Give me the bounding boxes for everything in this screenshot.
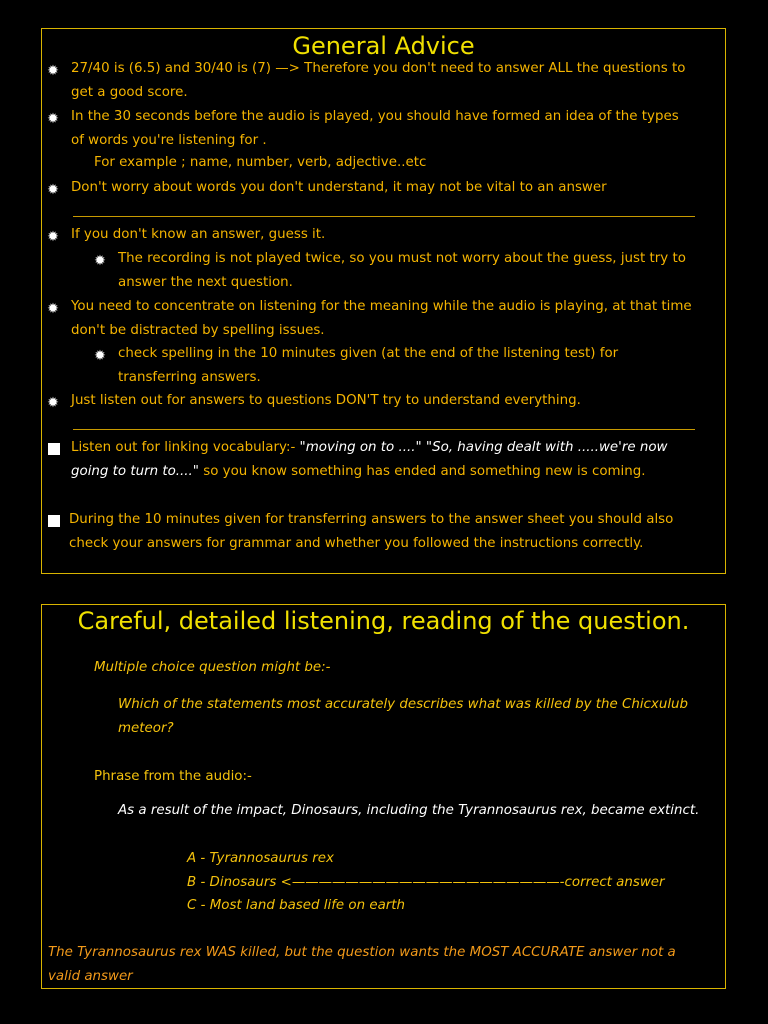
star-burst-icon: ✹ [94,348,106,364]
divider [73,429,695,430]
advice-p7-plain: Listen out for linking vocabulary:- [71,440,300,455]
explanation-line1: The Tyrannosaurus rex WAS killed, but the question wants the MOST ACCURATE answer not a [48,945,676,960]
explanation-line2: valid answer [48,969,133,984]
advice-p5-sub-line1: check spelling in the 10 minutes given (at the end of the listening test) for [118,346,619,361]
advice-p8-line1: During the 10 minutes given for transferring answers to the answer sheet you should also [69,512,674,527]
advice-p7-line2 [71,460,646,484]
advice-p2-example: For example ; name, number, verb, adjective..etc [94,155,427,170]
star-burst-icon: ✹ [47,111,59,127]
advice-p2-line1: In the 30 seconds before the audio is played, you should have formed an idea of the types [71,109,679,124]
advice-p7-quote: "moving on to ...." "So, having dealt with .....we're now [299,440,668,455]
advice-p5-sub-line2: transferring answers. [118,370,261,385]
advice-p7-tail: so you know something has ended and something new is coming. [198,464,646,479]
advice-p3: Don't worry about words you don't understand, it may not be vital to an answer [71,180,607,195]
advice-p4-sub-line2: answer the next question. [118,275,293,290]
careful-listening-title: Careful, detailed listening, reading of the question. [77,607,690,635]
white-square-icon [48,515,60,527]
question-line2: meteor? [118,721,174,736]
divider [73,216,695,217]
question-line1: Which of the statements most accurately describes what was killed by the Chicxulub [118,697,689,712]
white-square-icon [48,443,60,455]
star-burst-icon: ✹ [47,182,59,198]
option-a: A - Tyrannosaurus rex [187,851,334,866]
audio-phrase: As a result of the impact, Dinosaurs, including the Tyrannosaurus rex, became extinct. [118,803,700,818]
advice-p6: Just listen out for answers to questions DON'T try to understand everything. [71,393,581,408]
star-burst-icon: ✹ [47,395,59,411]
advice-p7-quote-end: going to turn to...." [71,464,199,479]
advice-p2-line2: of words you're listening for . [71,133,267,148]
advice-p1-line2: get a good score. [71,85,188,100]
mcq-label: Multiple choice question might be:- [94,660,331,675]
advice-p7-line1 [71,436,667,460]
general-advice-title: General Advice [292,32,475,60]
star-burst-icon: ✹ [47,301,59,317]
star-burst-icon: ✹ [47,63,59,79]
option-b: B - Dinosaurs <————————————————————-correct answer [187,875,665,890]
advice-p5-line2: don't be distracted by spelling issues. [71,323,325,338]
advice-p4-sub-line1: The recording is not played twice, so you must not worry about the guess, just try to [118,251,686,266]
advice-p1-line1: 27/40 is (6.5) and 30/40 is (7) —> Therefore you don't need to answer ALL the questions to [71,61,686,76]
phrase-label: Phrase from the audio:- [94,769,252,784]
advice-p8-line2: check your answers for grammar and whether you followed the instructions correctly. [69,536,644,551]
option-c: C - Most land based life on earth [187,898,406,913]
advice-p5-line1: You need to concentrate on listening for the meaning while the audio is playing, at that time [71,299,692,314]
star-burst-icon: ✹ [47,229,59,245]
advice-p4: If you don't know an answer, guess it. [71,227,326,242]
star-burst-icon: ✹ [94,253,106,269]
